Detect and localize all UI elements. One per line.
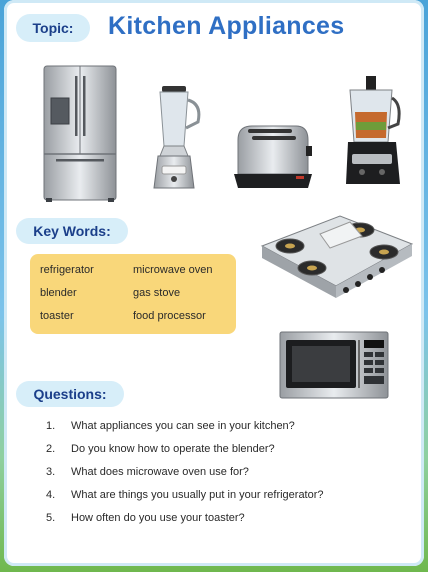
keyword-item: microwave oven bbox=[133, 264, 213, 276]
question-item bbox=[46, 420, 295, 432]
question-text: Do you know how to operate the blender? bbox=[71, 443, 275, 455]
question-number: 4. bbox=[46, 489, 56, 501]
keyword-item: blender bbox=[40, 287, 77, 299]
question-number: 2. bbox=[46, 443, 56, 455]
worksheet-card bbox=[4, 0, 424, 566]
question-text: How often do you use your toaster? bbox=[71, 512, 245, 524]
question-text: What does microwave oven use for? bbox=[71, 466, 249, 478]
page-title: Kitchen Appliances bbox=[108, 12, 345, 40]
topic-tag: Topic: bbox=[16, 14, 90, 42]
questions-tag: Questions: bbox=[16, 381, 124, 407]
key-words-box bbox=[30, 254, 236, 334]
blender-image bbox=[148, 82, 208, 192]
question-text: What are things you usually put in your refrigerator? bbox=[71, 489, 324, 501]
gas-stove-image bbox=[254, 206, 416, 306]
question-number: 3. bbox=[46, 466, 56, 478]
microwave-image bbox=[278, 330, 390, 400]
refrigerator-image bbox=[42, 64, 118, 204]
keyword-item: refrigerator bbox=[40, 264, 94, 276]
keyword-item: food processor bbox=[133, 310, 206, 322]
key-words-tag: Key Words: bbox=[16, 218, 128, 244]
question-number: 5. bbox=[46, 512, 56, 524]
question-item bbox=[46, 489, 324, 501]
question-number: 1. bbox=[46, 420, 56, 432]
question-item bbox=[46, 466, 249, 478]
question-item bbox=[46, 512, 245, 524]
toaster-image bbox=[230, 120, 316, 192]
food-processor-image bbox=[342, 72, 404, 192]
question-text: What appliances you can see in your kitchen? bbox=[71, 420, 295, 432]
question-item bbox=[46, 443, 275, 455]
keyword-item: toaster bbox=[40, 310, 74, 322]
keyword-item: gas stove bbox=[133, 287, 181, 299]
